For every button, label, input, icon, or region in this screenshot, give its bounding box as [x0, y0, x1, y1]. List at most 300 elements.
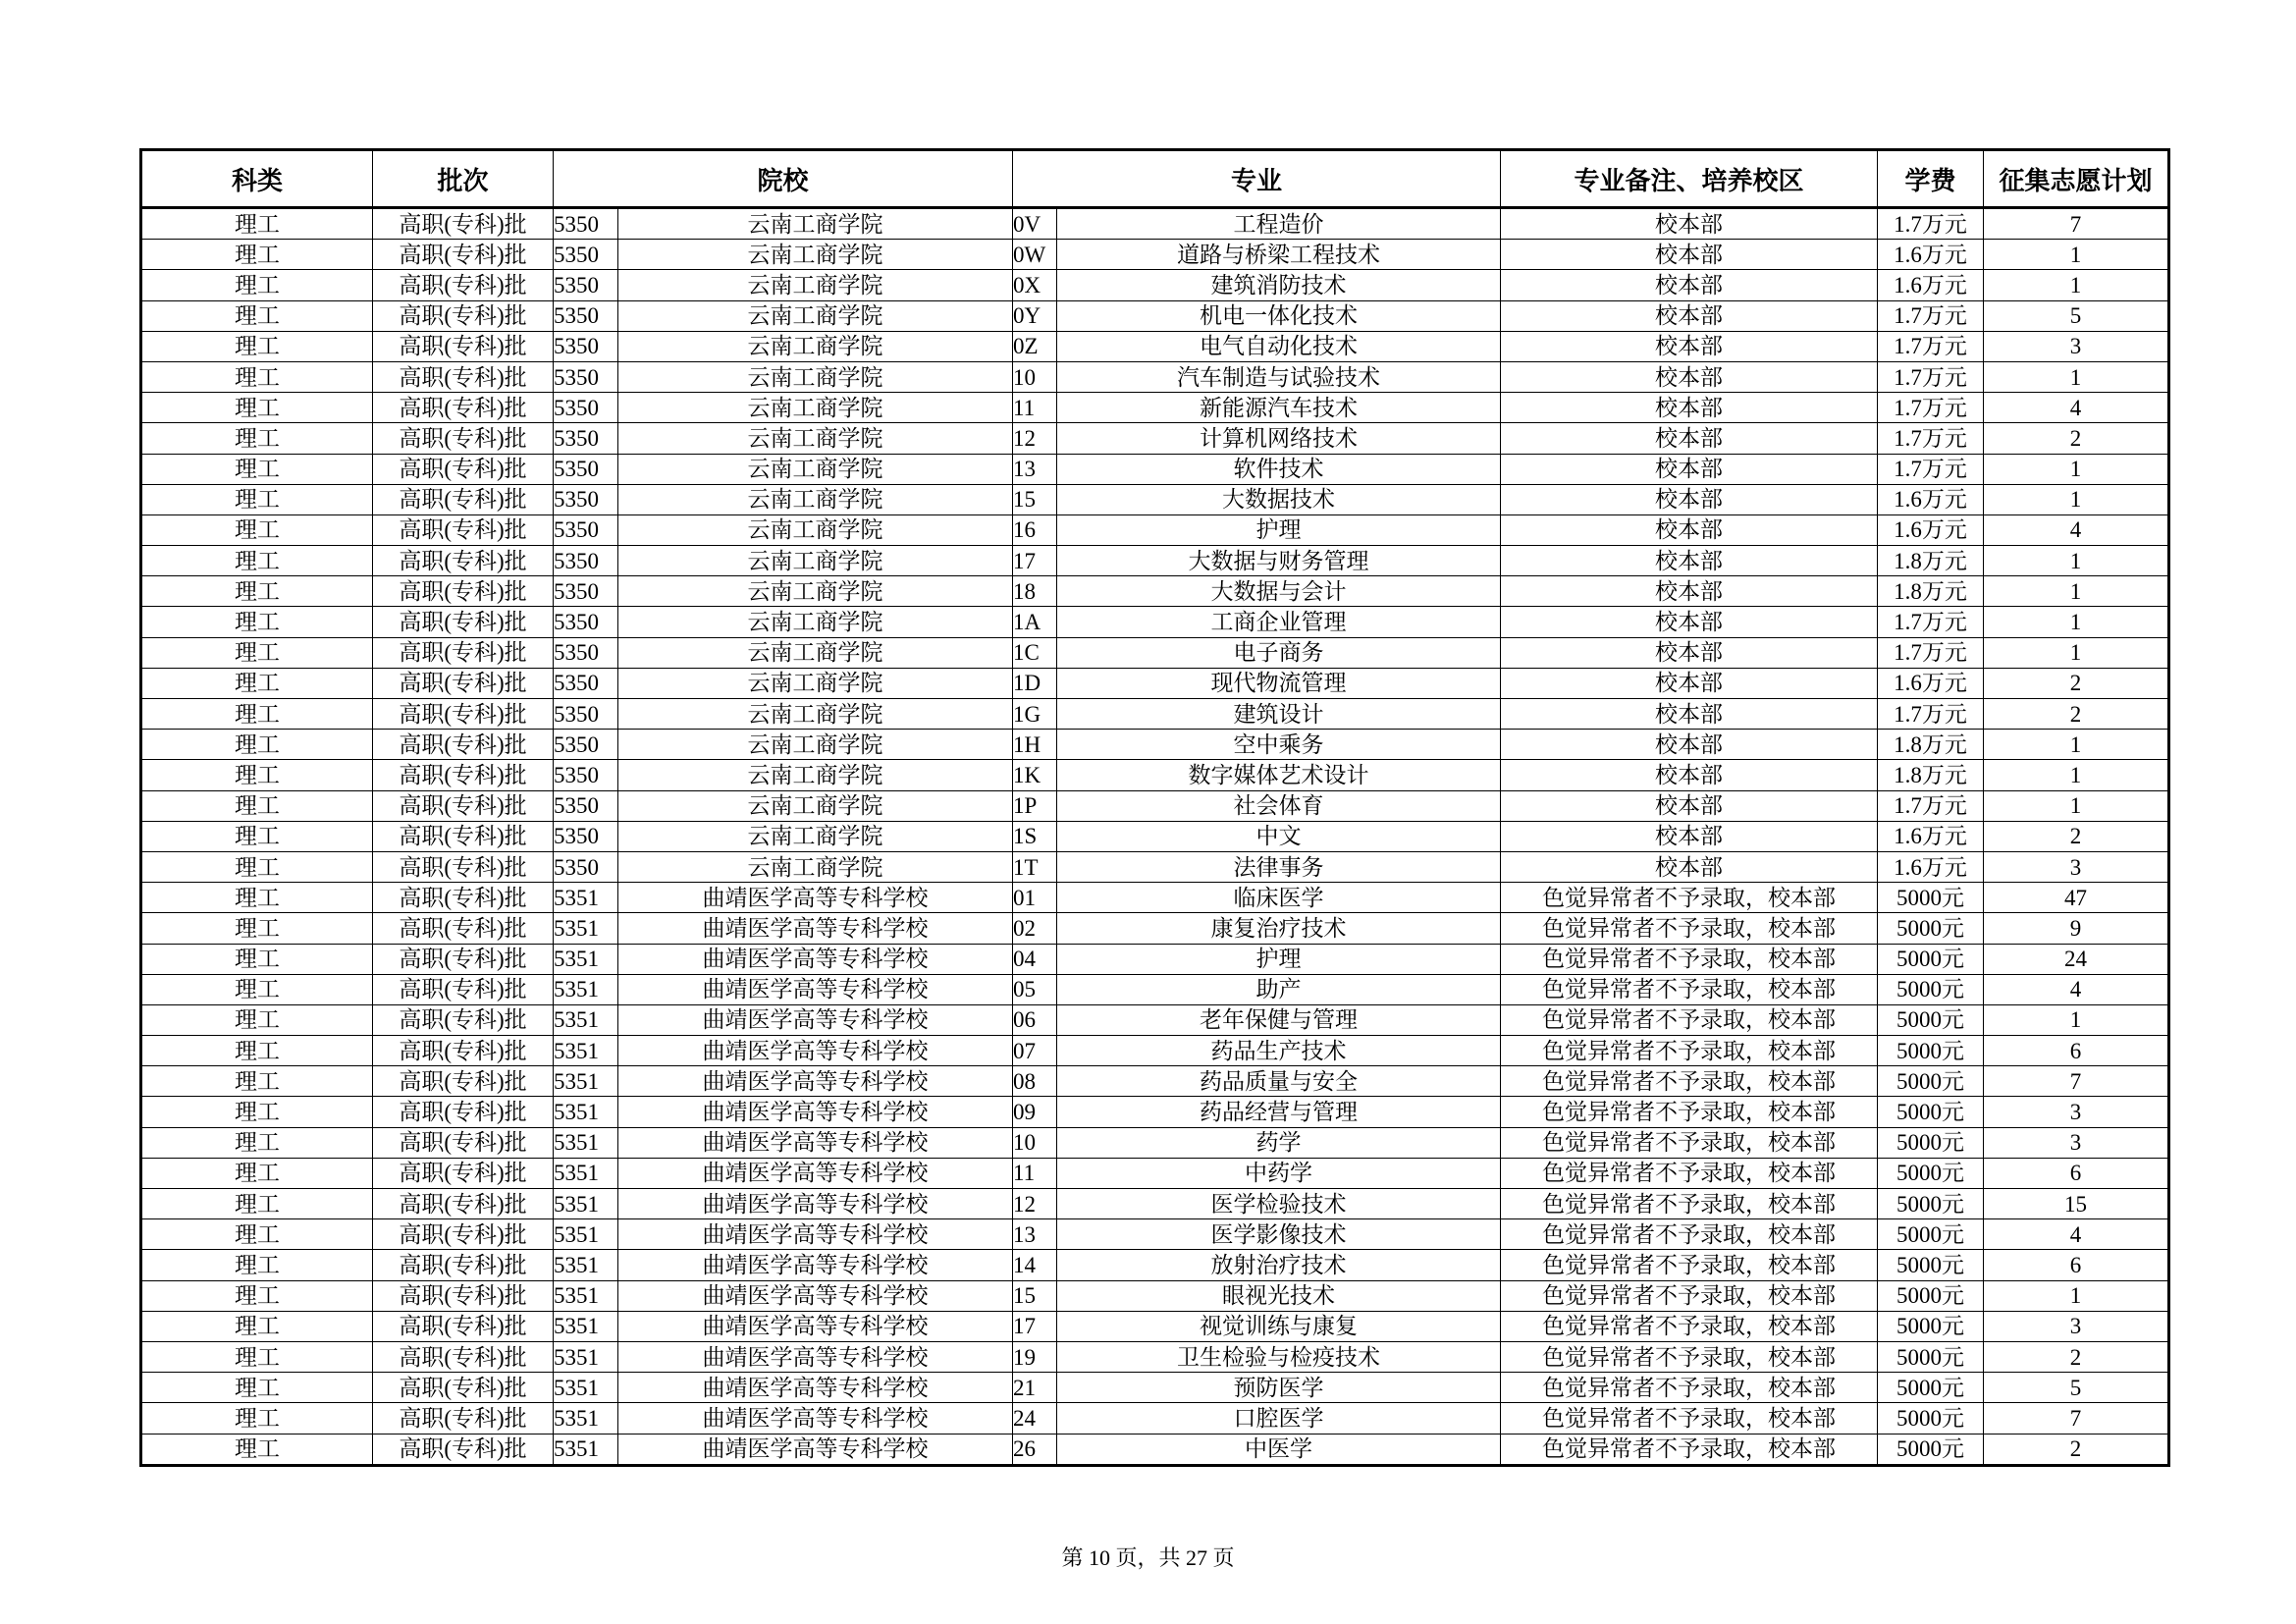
cell-batch: 高职(专科)批: [373, 1341, 554, 1372]
table-row: [141, 699, 2169, 730]
cell-school: 云南工商学院: [618, 821, 1013, 851]
cell-school: 曲靖医学高等专科学校: [618, 1373, 1013, 1403]
cell-school: 云南工商学院: [618, 668, 1013, 698]
cell-category: 理工: [141, 208, 373, 240]
cell-fee: 5000元: [1878, 883, 1984, 913]
cell-plan: 2: [1984, 1434, 2169, 1465]
cell-fee: 5000元: [1878, 1219, 1984, 1250]
cell-plan: 1: [1984, 1280, 2169, 1311]
cell-category: 理工: [141, 454, 373, 484]
cell-major: 汽车制造与试验技术: [1057, 361, 1501, 392]
cell-note: 校本部: [1501, 484, 1878, 514]
cell-batch: 高职(专科)批: [373, 576, 554, 607]
cell-major: 数字媒体艺术设计: [1057, 760, 1501, 790]
header-batch: 批次: [373, 150, 554, 208]
cell-plan: 3: [1984, 1311, 2169, 1341]
cell-plan: 5: [1984, 1373, 2169, 1403]
cell-plan: 3: [1984, 1127, 2169, 1158]
cell-note: 色觉异常者不予录取，校本部: [1501, 1373, 1878, 1403]
cell-fee: 1.7万元: [1878, 454, 1984, 484]
cell-category: 理工: [141, 1250, 373, 1280]
cell-major: 软件技术: [1057, 454, 1501, 484]
cell-major-code: 17: [1013, 1311, 1057, 1341]
cell-fee: 5000元: [1878, 1127, 1984, 1158]
cell-school: 云南工商学院: [618, 270, 1013, 300]
cell-major: 中文: [1057, 821, 1501, 851]
cell-category: 理工: [141, 668, 373, 698]
cell-batch: 高职(专科)批: [373, 1004, 554, 1035]
cell-school: 曲靖医学高等专科学校: [618, 1434, 1013, 1465]
cell-fee: 1.6万元: [1878, 514, 1984, 545]
cell-plan: 1: [1984, 760, 2169, 790]
header-row: [141, 150, 2169, 208]
header-major: 专业: [1013, 150, 1501, 208]
cell-note: 校本部: [1501, 514, 1878, 545]
cell-major-code: 1A: [1013, 607, 1057, 637]
header-category: 科类: [141, 150, 373, 208]
cell-plan: 1: [1984, 607, 2169, 637]
cell-batch: 高职(专科)批: [373, 546, 554, 576]
cell-major: 社会体育: [1057, 790, 1501, 821]
cell-major-code: 15: [1013, 484, 1057, 514]
cell-note: 校本部: [1501, 699, 1878, 730]
cell-fee: 5000元: [1878, 1341, 1984, 1372]
cell-major-code: 13: [1013, 1219, 1057, 1250]
cell-fee: 1.7万元: [1878, 208, 1984, 240]
cell-batch: 高职(专科)批: [373, 1158, 554, 1188]
cell-batch: 高职(专科)批: [373, 637, 554, 668]
cell-note: 校本部: [1501, 208, 1878, 240]
cell-major-code: 1G: [1013, 699, 1057, 730]
cell-school-code: 5351: [554, 913, 618, 944]
cell-plan: 1: [1984, 790, 2169, 821]
cell-major: 法律事务: [1057, 851, 1501, 882]
cell-fee: 1.7万元: [1878, 361, 1984, 392]
cell-major: 放射治疗技术: [1057, 1250, 1501, 1280]
cell-batch: 高职(专科)批: [373, 514, 554, 545]
cell-batch: 高职(专科)批: [373, 1066, 554, 1097]
cell-major: 药品质量与安全: [1057, 1066, 1501, 1097]
cell-school: 曲靖医学高等专科学校: [618, 1127, 1013, 1158]
cell-plan: 1: [1984, 484, 2169, 514]
cell-school-code: 5351: [554, 1311, 618, 1341]
cell-batch: 高职(专科)批: [373, 454, 554, 484]
cell-plan: 7: [1984, 1403, 2169, 1434]
cell-batch: 高职(专科)批: [373, 851, 554, 882]
table-row: [141, 1219, 2169, 1250]
cell-plan: 3: [1984, 851, 2169, 882]
cell-major: 电气自动化技术: [1057, 331, 1501, 361]
cell-school: 云南工商学院: [618, 423, 1013, 454]
cell-batch: 高职(专科)批: [373, 668, 554, 698]
cell-note: 色觉异常者不予录取，校本部: [1501, 944, 1878, 974]
cell-major-code: 1C: [1013, 637, 1057, 668]
cell-fee: 1.7万元: [1878, 637, 1984, 668]
cell-fee: 5000元: [1878, 1403, 1984, 1434]
cell-plan: 6: [1984, 1250, 2169, 1280]
cell-school-code: 5350: [554, 790, 618, 821]
cell-category: 理工: [141, 821, 373, 851]
cell-note: 色觉异常者不予录取，校本部: [1501, 883, 1878, 913]
table-row: [141, 514, 2169, 545]
cell-school: 云南工商学院: [618, 514, 1013, 545]
cell-category: 理工: [141, 576, 373, 607]
cell-major: 助产: [1057, 974, 1501, 1004]
cell-school: 曲靖医学高等专科学校: [618, 913, 1013, 944]
cell-major-code: 15: [1013, 1280, 1057, 1311]
cell-school: 曲靖医学高等专科学校: [618, 974, 1013, 1004]
cell-note: 色觉异常者不予录取，校本部: [1501, 1219, 1878, 1250]
cell-plan: 6: [1984, 1036, 2169, 1066]
cell-fee: 1.8万元: [1878, 576, 1984, 607]
cell-school-code: 5351: [554, 1403, 618, 1434]
cell-batch: 高职(专科)批: [373, 699, 554, 730]
cell-school-code: 5350: [554, 851, 618, 882]
cell-school-code: 5350: [554, 546, 618, 576]
cell-note: 色觉异常者不予录取，校本部: [1501, 1311, 1878, 1341]
cell-school: 曲靖医学高等专科学校: [618, 1036, 1013, 1066]
cell-major: 护理: [1057, 514, 1501, 545]
table-row: [141, 1250, 2169, 1280]
cell-plan: 4: [1984, 393, 2169, 423]
cell-fee: 5000元: [1878, 913, 1984, 944]
cell-major-code: 11: [1013, 393, 1057, 423]
cell-batch: 高职(专科)批: [373, 1097, 554, 1127]
cell-note: 色觉异常者不予录取，校本部: [1501, 1097, 1878, 1127]
cell-note: 色觉异常者不予录取，校本部: [1501, 1280, 1878, 1311]
cell-school: 曲靖医学高等专科学校: [618, 883, 1013, 913]
cell-school-code: 5351: [554, 974, 618, 1004]
cell-major: 建筑消防技术: [1057, 270, 1501, 300]
cell-batch: 高职(专科)批: [373, 1189, 554, 1219]
cell-note: 校本部: [1501, 454, 1878, 484]
page-number-footer: 第 10 页，共 27 页: [1061, 1545, 1235, 1570]
cell-school: 曲靖医学高等专科学校: [618, 944, 1013, 974]
cell-note: 校本部: [1501, 607, 1878, 637]
cell-school-code: 5350: [554, 514, 618, 545]
cell-category: 理工: [141, 1158, 373, 1188]
cell-category: 理工: [141, 270, 373, 300]
cell-major: 医学影像技术: [1057, 1219, 1501, 1250]
cell-note: 色觉异常者不予录取，校本部: [1501, 1127, 1878, 1158]
cell-major-code: 18: [1013, 576, 1057, 607]
table-row: [141, 1158, 2169, 1188]
table-row: [141, 454, 2169, 484]
cell-plan: 4: [1984, 974, 2169, 1004]
cell-category: 理工: [141, 637, 373, 668]
cell-school: 云南工商学院: [618, 208, 1013, 240]
admissions-table: [139, 148, 2170, 1467]
table-row: [141, 423, 2169, 454]
cell-school: 云南工商学院: [618, 361, 1013, 392]
table-row: [141, 270, 2169, 300]
cell-batch: 高职(专科)批: [373, 790, 554, 821]
table-row: [141, 208, 2169, 240]
cell-fee: 1.7万元: [1878, 699, 1984, 730]
cell-plan: 2: [1984, 668, 2169, 698]
cell-fee: 1.7万元: [1878, 607, 1984, 637]
cell-school-code: 5350: [554, 730, 618, 760]
table-row: [141, 1373, 2169, 1403]
cell-school: 云南工商学院: [618, 576, 1013, 607]
cell-batch: 高职(专科)批: [373, 484, 554, 514]
cell-plan: 1: [1984, 454, 2169, 484]
cell-category: 理工: [141, 546, 373, 576]
cell-batch: 高职(专科)批: [373, 240, 554, 270]
cell-plan: 2: [1984, 821, 2169, 851]
cell-school-code: 5350: [554, 699, 618, 730]
cell-school-code: 5351: [554, 1097, 618, 1127]
cell-category: 理工: [141, 514, 373, 545]
cell-major-code: 14: [1013, 1250, 1057, 1280]
cell-school-code: 5351: [554, 883, 618, 913]
cell-note: 色觉异常者不予录取，校本部: [1501, 1189, 1878, 1219]
cell-major: 护理: [1057, 944, 1501, 974]
table-row: [141, 1403, 2169, 1434]
cell-note: 色觉异常者不予录取，校本部: [1501, 1004, 1878, 1035]
cell-note: 色觉异常者不予录取，校本部: [1501, 1434, 1878, 1465]
cell-plan: 4: [1984, 514, 2169, 545]
table-row: [141, 913, 2169, 944]
cell-fee: 1.6万元: [1878, 668, 1984, 698]
cell-fee: 1.7万元: [1878, 393, 1984, 423]
cell-school: 云南工商学院: [618, 454, 1013, 484]
cell-major: 计算机网络技术: [1057, 423, 1501, 454]
cell-note: 色觉异常者不予录取，校本部: [1501, 1250, 1878, 1280]
table-row: [141, 1434, 2169, 1465]
cell-fee: 5000元: [1878, 1280, 1984, 1311]
cell-batch: 高职(专科)批: [373, 913, 554, 944]
cell-major: 临床医学: [1057, 883, 1501, 913]
cell-major-code: 10: [1013, 361, 1057, 392]
cell-fee: 5000元: [1878, 944, 1984, 974]
cell-batch: 高职(专科)批: [373, 331, 554, 361]
cell-plan: 2: [1984, 423, 2169, 454]
cell-note: 色觉异常者不予录取，校本部: [1501, 1158, 1878, 1188]
cell-note: 色觉异常者不予录取，校本部: [1501, 1066, 1878, 1097]
cell-major-code: 06: [1013, 1004, 1057, 1035]
cell-major-code: 17: [1013, 546, 1057, 576]
cell-major-code: 09: [1013, 1097, 1057, 1127]
cell-fee: 1.7万元: [1878, 300, 1984, 331]
table-row: [141, 393, 2169, 423]
cell-school: 云南工商学院: [618, 730, 1013, 760]
cell-major-code: 12: [1013, 1189, 1057, 1219]
cell-batch: 高职(专科)批: [373, 1280, 554, 1311]
cell-fee: 5000元: [1878, 1311, 1984, 1341]
cell-major-code: 02: [1013, 913, 1057, 944]
cell-note: 色觉异常者不予录取，校本部: [1501, 913, 1878, 944]
cell-school: 曲靖医学高等专科学校: [618, 1097, 1013, 1127]
cell-school-code: 5350: [554, 668, 618, 698]
table-row: [141, 637, 2169, 668]
cell-plan: 7: [1984, 208, 2169, 240]
cell-plan: 1: [1984, 730, 2169, 760]
cell-plan: 1: [1984, 637, 2169, 668]
cell-school: 云南工商学院: [618, 760, 1013, 790]
cell-school: 曲靖医学高等专科学校: [618, 1403, 1013, 1434]
cell-category: 理工: [141, 1341, 373, 1372]
cell-fee: 5000元: [1878, 974, 1984, 1004]
cell-note: 校本部: [1501, 331, 1878, 361]
header-school: 院校: [554, 150, 1013, 208]
cell-fee: 1.7万元: [1878, 423, 1984, 454]
cell-school-code: 5351: [554, 1189, 618, 1219]
cell-school-code: 5351: [554, 1250, 618, 1280]
cell-major-code: 26: [1013, 1434, 1057, 1465]
cell-fee: 1.7万元: [1878, 331, 1984, 361]
cell-major-code: 19: [1013, 1341, 1057, 1372]
table-row: [141, 790, 2169, 821]
cell-major-code: 0Y: [1013, 300, 1057, 331]
header-plan: 征集志愿计划: [1984, 150, 2169, 208]
cell-batch: 高职(专科)批: [373, 760, 554, 790]
cell-major-code: 1K: [1013, 760, 1057, 790]
cell-plan: 1: [1984, 576, 2169, 607]
cell-major-code: 0W: [1013, 240, 1057, 270]
cell-school: 云南工商学院: [618, 546, 1013, 576]
cell-category: 理工: [141, 974, 373, 1004]
cell-category: 理工: [141, 1189, 373, 1219]
cell-batch: 高职(专科)批: [373, 300, 554, 331]
cell-fee: 1.8万元: [1878, 760, 1984, 790]
cell-major: 口腔医学: [1057, 1403, 1501, 1434]
cell-school-code: 5350: [554, 270, 618, 300]
table-row: [141, 1066, 2169, 1097]
cell-category: 理工: [141, 1219, 373, 1250]
cell-category: 理工: [141, 1036, 373, 1066]
cell-plan: 24: [1984, 944, 2169, 974]
cell-school-code: 5350: [554, 607, 618, 637]
cell-fee: 5000元: [1878, 1097, 1984, 1127]
cell-batch: 高职(专科)批: [373, 1373, 554, 1403]
cell-plan: 1: [1984, 361, 2169, 392]
cell-major: 预防医学: [1057, 1373, 1501, 1403]
cell-school: 云南工商学院: [618, 484, 1013, 514]
cell-fee: 5000元: [1878, 1158, 1984, 1188]
cell-batch: 高职(专科)批: [373, 270, 554, 300]
cell-school: 云南工商学院: [618, 790, 1013, 821]
cell-category: 理工: [141, 331, 373, 361]
table-row: [141, 821, 2169, 851]
cell-school-code: 5350: [554, 423, 618, 454]
cell-major: 老年保健与管理: [1057, 1004, 1501, 1035]
table-row: [141, 851, 2169, 882]
cell-school-code: 5350: [554, 331, 618, 361]
cell-note: 校本部: [1501, 361, 1878, 392]
cell-category: 理工: [141, 1311, 373, 1341]
cell-major: 中药学: [1057, 1158, 1501, 1188]
cell-plan: 6: [1984, 1158, 2169, 1188]
cell-major: 建筑设计: [1057, 699, 1501, 730]
cell-plan: 1: [1984, 240, 2169, 270]
cell-fee: 5000元: [1878, 1066, 1984, 1097]
table-row: [141, 361, 2169, 392]
cell-plan: 7: [1984, 1066, 2169, 1097]
cell-category: 理工: [141, 1004, 373, 1035]
cell-category: 理工: [141, 423, 373, 454]
cell-batch: 高职(专科)批: [373, 1219, 554, 1250]
cell-major-code: 0Z: [1013, 331, 1057, 361]
header-note: 专业备注、培养校区: [1501, 150, 1878, 208]
cell-batch: 高职(专科)批: [373, 423, 554, 454]
cell-plan: 3: [1984, 331, 2169, 361]
cell-category: 理工: [141, 240, 373, 270]
cell-category: 理工: [141, 699, 373, 730]
cell-school-code: 5351: [554, 1434, 618, 1465]
cell-category: 理工: [141, 1097, 373, 1127]
cell-category: 理工: [141, 361, 373, 392]
cell-fee: 1.6万元: [1878, 270, 1984, 300]
cell-note: 校本部: [1501, 730, 1878, 760]
cell-school: 云南工商学院: [618, 637, 1013, 668]
table-row: [141, 1004, 2169, 1035]
cell-major-code: 11: [1013, 1158, 1057, 1188]
cell-note: 校本部: [1501, 760, 1878, 790]
cell-school: 云南工商学院: [618, 851, 1013, 882]
cell-school: 曲靖医学高等专科学校: [618, 1311, 1013, 1341]
cell-fee: 1.8万元: [1878, 730, 1984, 760]
cell-school-code: 5351: [554, 1341, 618, 1372]
cell-major: 康复治疗技术: [1057, 913, 1501, 944]
cell-note: 校本部: [1501, 300, 1878, 331]
cell-school: 云南工商学院: [618, 240, 1013, 270]
cell-major: 大数据与会计: [1057, 576, 1501, 607]
cell-major: 眼视光技术: [1057, 1280, 1501, 1311]
cell-category: 理工: [141, 1066, 373, 1097]
cell-major-code: 1T: [1013, 851, 1057, 882]
cell-note: 色觉异常者不予录取，校本部: [1501, 1036, 1878, 1066]
cell-major-code: 01: [1013, 883, 1057, 913]
cell-category: 理工: [141, 944, 373, 974]
cell-major-code: 24: [1013, 1403, 1057, 1434]
cell-school-code: 5350: [554, 208, 618, 240]
cell-plan: 1: [1984, 546, 2169, 576]
table-row: [141, 546, 2169, 576]
table-row: [141, 1341, 2169, 1372]
cell-school-code: 5351: [554, 1036, 618, 1066]
cell-note: 色觉异常者不予录取，校本部: [1501, 1341, 1878, 1372]
cell-fee: 1.6万元: [1878, 851, 1984, 882]
cell-school-code: 5350: [554, 240, 618, 270]
cell-major-code: 16: [1013, 514, 1057, 545]
cell-batch: 高职(专科)批: [373, 1250, 554, 1280]
cell-school-code: 5351: [554, 1127, 618, 1158]
cell-category: 理工: [141, 484, 373, 514]
cell-batch: 高职(专科)批: [373, 1434, 554, 1465]
cell-category: 理工: [141, 790, 373, 821]
cell-fee: 1.6万元: [1878, 821, 1984, 851]
table-row: [141, 760, 2169, 790]
cell-major: 药学: [1057, 1127, 1501, 1158]
cell-note: 校本部: [1501, 546, 1878, 576]
cell-fee: 1.8万元: [1878, 546, 1984, 576]
cell-major-code: 04: [1013, 944, 1057, 974]
cell-batch: 高职(专科)批: [373, 1036, 554, 1066]
cell-fee: 1.6万元: [1878, 240, 1984, 270]
cell-plan: 2: [1984, 1341, 2169, 1372]
table-row: [141, 974, 2169, 1004]
cell-school-code: 5351: [554, 1219, 618, 1250]
cell-major-code: 0X: [1013, 270, 1057, 300]
cell-major: 空中乘务: [1057, 730, 1501, 760]
cell-note: 校本部: [1501, 637, 1878, 668]
cell-category: 理工: [141, 393, 373, 423]
cell-school: 云南工商学院: [618, 699, 1013, 730]
cell-category: 理工: [141, 730, 373, 760]
cell-note: 校本部: [1501, 851, 1878, 882]
cell-school: 云南工商学院: [618, 331, 1013, 361]
